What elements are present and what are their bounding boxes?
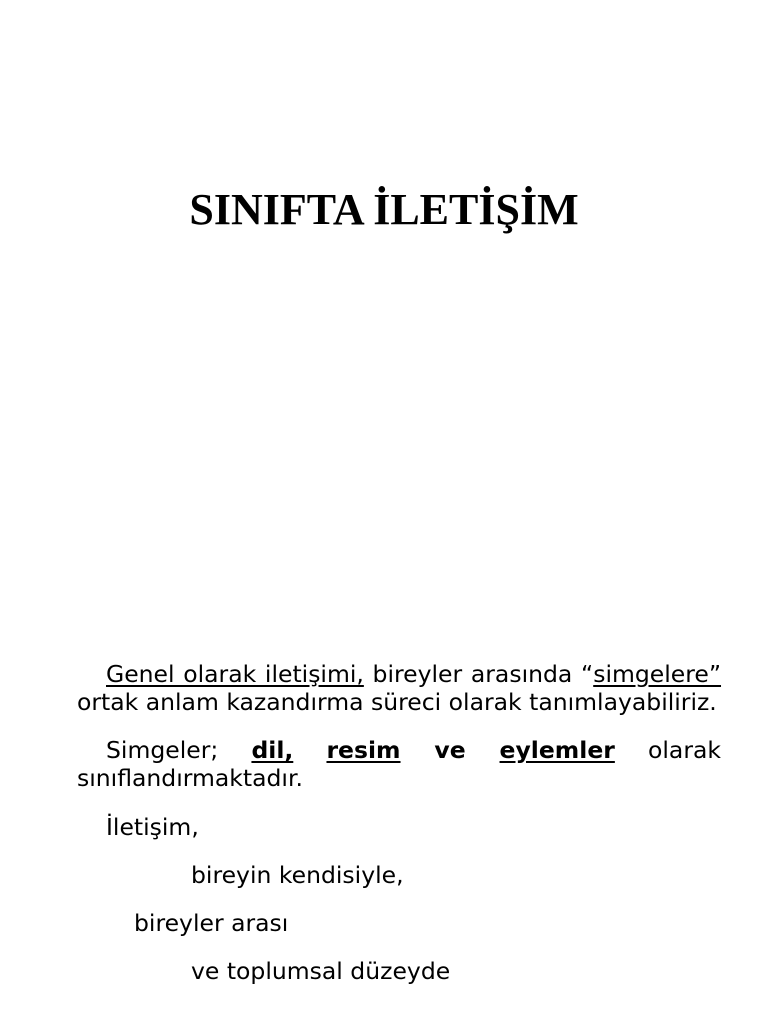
- line-toplumsal-duzeyde: ve toplumsal düzeyde: [191, 957, 451, 985]
- paragraph-symbols: [77, 736, 721, 792]
- keyword-dil: dil,: [251, 736, 294, 764]
- document-body: [77, 660, 721, 1005]
- definition-text-end: ortak anlam kazandırma süreci olarak tanımlayabiliriz.: [77, 688, 717, 716]
- line-iletisim: İletişim,: [106, 813, 199, 841]
- keyword-eylemler: eylemler: [499, 736, 615, 764]
- line-bireyler-arasi: bireyler arası: [134, 909, 289, 937]
- keyword-ve: ve: [400, 736, 500, 764]
- symbols-text-end: olarak sınıflandırmaktadır.: [77, 736, 721, 792]
- keyword-resim: resim: [326, 736, 401, 764]
- line-bireyin-kendisiyle: bireyin kendisiyle,: [191, 861, 404, 889]
- page-title: SINIFTA İLETİŞİM: [189, 185, 579, 234]
- paragraph-definition: [77, 660, 721, 716]
- symbols-lead: Simgeler;: [106, 736, 252, 764]
- definition-lead: Genel olarak iletişimi,: [106, 660, 364, 688]
- keyword-simgelere: simgelere”: [593, 660, 722, 688]
- symbols-space: [293, 736, 326, 764]
- definition-text: bireyler arasında “: [363, 660, 594, 688]
